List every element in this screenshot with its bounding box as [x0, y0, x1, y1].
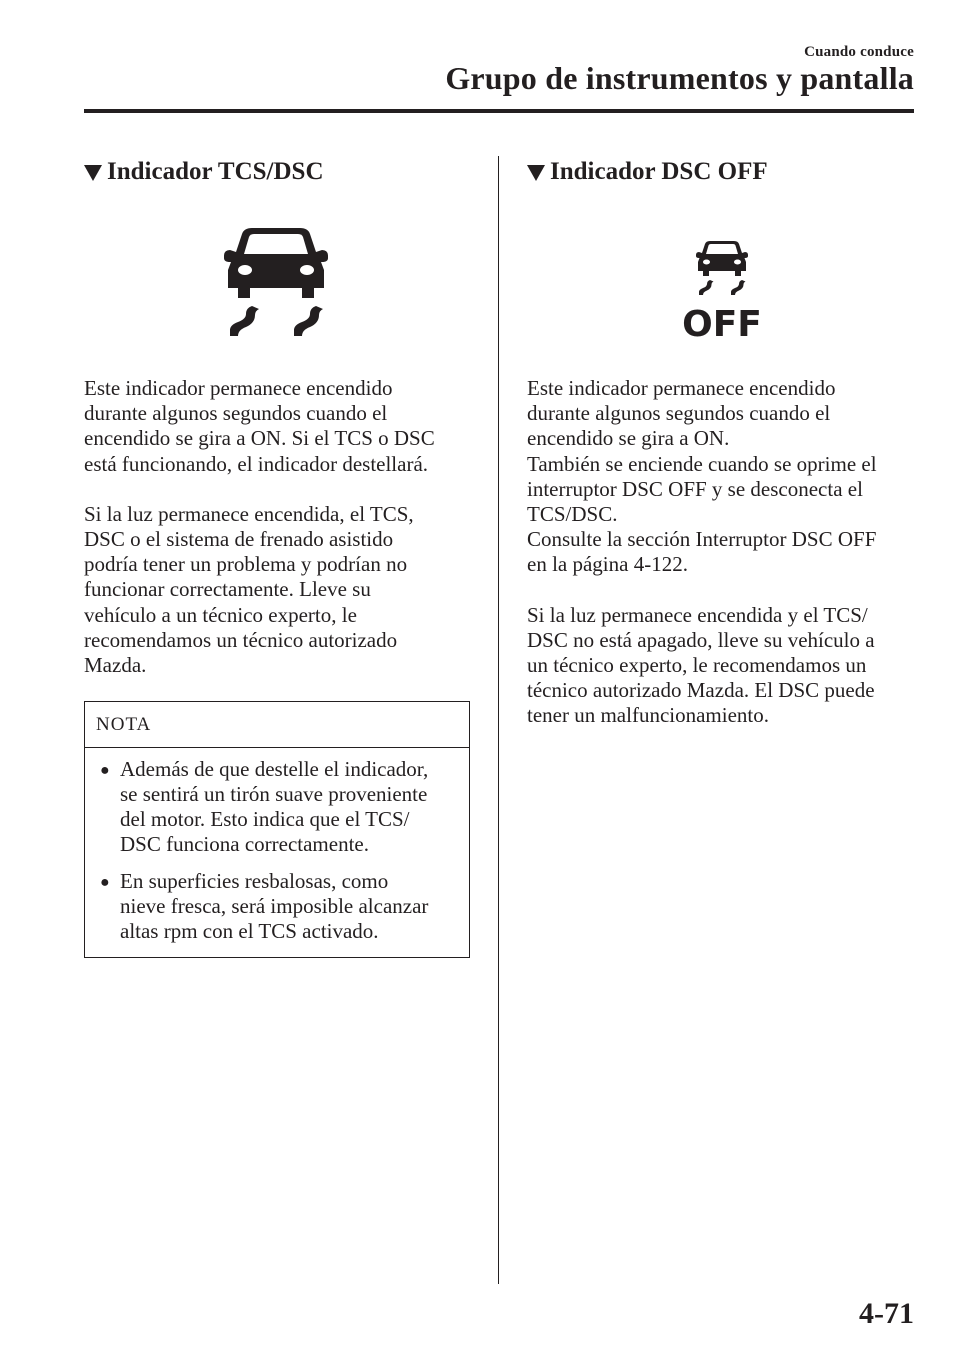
tcs-dsc-paragraph-2: Si la luz permanece encendida, el TCS, DSC o el sistema de frenado asistido podría tener un problema y podrían no funcionar correctamente. Lleve su vehículo a un técnico experto, le recomendamos un técnico autorizado Mazda.: [84, 501, 414, 678]
section-heading-tcs-dsc: [84, 156, 476, 188]
tcs-dsc-icon-area: [84, 188, 476, 368]
list-item: ● Además de que destelle el indicador, se sentirá un tirón suave proveniente del motor. Esto indica que el TCS/ DSC funciona correctamente.: [100, 757, 429, 856]
note-box: [84, 701, 470, 958]
tcs-dsc-skid-car-icon: [224, 226, 330, 338]
triangle-marker-icon: [527, 165, 545, 181]
header-rule: [84, 109, 914, 113]
right-column: [527, 156, 922, 729]
bullet-icon: ●: [100, 762, 110, 779]
list-item: ● En superficies resbalosas, como nieve fresca, será imposible alcanzar altas rpm con el TCS activado.: [100, 869, 429, 943]
dsc-off-paragraph-2: Si la luz permanece encendida y el TCS/ DSC no está apagado, lleve su vehículo a un técnico experto, le recomendamos un técnico autorizado Mazda. El DSC puede tener un malfuncionamiento.: [527, 602, 875, 728]
note-title: NOTA: [85, 702, 469, 748]
page-number: 4-71: [859, 1297, 914, 1330]
left-column: [84, 156, 476, 943]
header-title: Grupo de instrumentos y pantalla: [445, 60, 914, 96]
tcs-dsc-paragraph-1: Este indicador permanece encendido durante algunos segundos cuando el encendido se gira a ON. Si el TCS o DSC está funcionando, el indicador destellará.: [84, 376, 435, 476]
bullet-icon: ●: [100, 874, 110, 891]
triangle-marker-icon: [84, 165, 102, 181]
dsc-off-icon: [672, 240, 772, 340]
dsc-off-icon-area: [527, 188, 922, 368]
heading-text: Indicador TCS/DSC: [107, 158, 324, 185]
header-section: Cuando conduce: [804, 44, 914, 60]
dsc-off-icon-text: OFF: [682, 304, 762, 340]
heading-text: Indicador DSC OFF: [550, 158, 768, 185]
note-list: [85, 748, 469, 957]
column-divider: [498, 156, 499, 1284]
section-heading-dsc-off: [527, 156, 922, 188]
dsc-off-paragraph-1: Este indicador permanece encendido durante algunos segundos cuando el encendido se gira a ON. También se enciende cuando se oprime el interruptor DSC OFF y se desconecta el TCS/DSC. Consulte la sección Interruptor DSC OFF en la página 4-122.: [527, 376, 877, 577]
